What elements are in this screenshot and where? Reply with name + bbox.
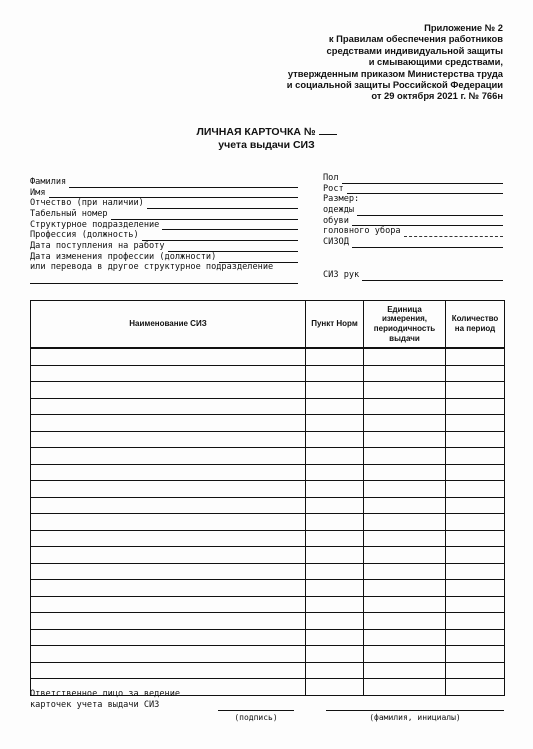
field-blank[interactable] (168, 243, 298, 252)
table-cell[interactable] (364, 662, 446, 679)
field-height (323, 184, 503, 195)
field-label: Дата поступления на работу (30, 241, 165, 252)
field-transfer-blank[interactable] (30, 283, 298, 284)
employee-fields (30, 177, 298, 273)
field-name (30, 188, 298, 199)
field-label: Табельный номер (30, 209, 108, 220)
table-row (31, 398, 505, 415)
column-header-norm-item: Пункт Норм (306, 301, 364, 349)
table-cell[interactable] (446, 348, 505, 365)
field-blank[interactable] (111, 211, 298, 220)
card-number-blank (319, 125, 337, 135)
field-label: Фамилия (30, 176, 67, 187)
table-cell[interactable] (364, 679, 446, 696)
table-cell[interactable] (306, 613, 364, 630)
field-clothing-size (323, 205, 503, 216)
table-cell[interactable] (306, 629, 364, 646)
table-cell[interactable] (446, 415, 505, 432)
field-label: Пол (323, 172, 339, 183)
table-cell[interactable] (31, 662, 306, 679)
table-cell[interactable] (306, 382, 364, 399)
field-change-date (30, 252, 298, 263)
table-cell[interactable] (306, 497, 364, 514)
signature-caption: (подпись) (234, 713, 278, 722)
field-department (30, 220, 298, 231)
table-row (31, 481, 505, 498)
responsible-label-line2: карточек учета выдачи СИЗ (30, 700, 160, 710)
table-row (31, 547, 505, 564)
appendix-line: от 29 октября 2021 г. № 766н (371, 90, 503, 102)
field-gender (323, 173, 503, 184)
table-cell[interactable] (306, 514, 364, 531)
table-cell[interactable] (364, 398, 446, 415)
appendix-line: к Правилам обеспечения работников (328, 33, 503, 45)
table-cell[interactable] (446, 629, 505, 646)
field-gloves (323, 270, 503, 281)
table-row (31, 514, 505, 531)
table-cell[interactable] (31, 382, 306, 399)
table-cell[interactable] (364, 481, 446, 498)
field-blank[interactable] (147, 200, 298, 209)
table-cell[interactable] (31, 514, 306, 531)
table-row (31, 431, 505, 448)
field-blank[interactable] (49, 189, 298, 198)
table-cell[interactable] (446, 662, 505, 679)
field-profession (30, 230, 298, 241)
table-cell[interactable] (306, 481, 364, 498)
table-row (31, 580, 505, 597)
appendix-line: и смывающими средствами, (368, 56, 503, 68)
field-personnel-number (30, 209, 298, 220)
column-header-ppe-name: Наименование СИЗ (31, 301, 306, 349)
table-cell[interactable] (446, 547, 505, 564)
field-blank[interactable] (142, 232, 298, 241)
table-cell[interactable] (364, 613, 446, 630)
table-row (31, 613, 505, 630)
responsible-person (30, 689, 180, 711)
table-cell[interactable] (364, 580, 446, 597)
table-cell[interactable] (446, 481, 505, 498)
column-header-quantity: Количество на период (446, 301, 505, 349)
table-cell[interactable] (306, 530, 364, 547)
table-cell[interactable] (306, 679, 364, 696)
field-label: обуви (323, 215, 349, 226)
table-cell[interactable] (364, 646, 446, 663)
table-cell[interactable] (364, 530, 446, 547)
table-cell[interactable] (31, 563, 306, 580)
table-cell[interactable] (364, 563, 446, 580)
table-cell[interactable] (364, 547, 446, 564)
table-cell[interactable] (31, 398, 306, 415)
table-row (31, 415, 505, 432)
table-cell[interactable] (31, 596, 306, 613)
table-cell[interactable] (31, 448, 306, 465)
table-cell[interactable] (446, 514, 505, 531)
table-cell[interactable] (446, 580, 505, 597)
table-cell[interactable] (306, 662, 364, 679)
table-cell[interactable] (306, 547, 364, 564)
field-label: одежды (323, 205, 355, 216)
appendix-line: средствами индивидуальной защиты (326, 44, 503, 56)
table-cell[interactable] (31, 365, 306, 382)
size-fields (323, 173, 503, 248)
table-row (31, 629, 505, 646)
table-cell[interactable] (446, 448, 505, 465)
field-blank[interactable] (69, 179, 298, 188)
field-label: головного убора (323, 226, 401, 237)
field-blank[interactable] (362, 272, 503, 281)
table-cell[interactable] (446, 613, 505, 630)
field-label: Размер: (323, 194, 360, 205)
table-cell[interactable] (306, 563, 364, 580)
table-cell[interactable] (364, 497, 446, 514)
field-blank[interactable] (219, 254, 298, 263)
table-cell[interactable] (31, 547, 306, 564)
table-cell[interactable] (446, 365, 505, 382)
field-hire-date (30, 241, 298, 252)
table-cell[interactable] (364, 348, 446, 365)
appendix-line: утвержденным приказом Министерства труда (287, 67, 503, 79)
table-cell[interactable] (31, 629, 306, 646)
responsible-label-line1: Ответственное лицо за ведение (30, 689, 181, 699)
appendix-line: Приложение № 2 (424, 22, 503, 33)
table-cell[interactable] (31, 613, 306, 630)
table-cell[interactable] (31, 348, 306, 365)
table-cell[interactable] (446, 679, 505, 696)
field-label: Отчество (при наличии) (30, 198, 144, 209)
table-cell[interactable] (31, 481, 306, 498)
card-title (0, 125, 533, 151)
table-row (31, 646, 505, 663)
name-caption: (фамилия, инициалы) (369, 713, 461, 722)
table-cell[interactable] (364, 365, 446, 382)
table-cell[interactable] (306, 646, 364, 663)
table-body (31, 348, 505, 695)
table-cell[interactable] (364, 431, 446, 448)
ppe-table (30, 300, 505, 696)
field-surname (30, 177, 298, 188)
table-cell[interactable] (31, 415, 306, 432)
field-label: Имя (30, 187, 46, 198)
table-cell[interactable] (446, 464, 505, 481)
table-cell[interactable] (364, 514, 446, 531)
field-headwear-size (323, 226, 503, 237)
table-cell[interactable] (31, 530, 306, 547)
card-title-line2: учета выдачи СИЗ (218, 138, 315, 151)
table-cell[interactable] (306, 348, 364, 365)
table-cell[interactable] (446, 398, 505, 415)
field-label: Структурное подразделение (30, 219, 160, 230)
field-blank[interactable] (404, 228, 503, 237)
table-cell[interactable] (31, 464, 306, 481)
table-cell[interactable] (31, 431, 306, 448)
field-shoe-size (323, 216, 503, 227)
field-transfer (30, 263, 298, 274)
table-cell[interactable] (364, 629, 446, 646)
field-blank[interactable] (357, 207, 503, 216)
field-label: Профессия (должность) (30, 230, 139, 241)
field-size-heading (323, 194, 503, 205)
table-cell[interactable] (446, 563, 505, 580)
table-cell[interactable] (364, 596, 446, 613)
field-label: или перевода в другое структурное подразделение (30, 262, 274, 273)
appendix-header (243, 22, 503, 102)
table-row (31, 365, 505, 382)
table-cell[interactable] (446, 382, 505, 399)
table-cell[interactable] (306, 596, 364, 613)
field-label: Дата изменения профессии (должности) (30, 251, 217, 262)
field-label: СИЗОД (323, 237, 349, 248)
field-blank[interactable] (347, 185, 503, 194)
name-blank[interactable] (326, 710, 504, 711)
table-cell[interactable] (306, 365, 364, 382)
table-row (31, 662, 505, 679)
table-cell[interactable] (364, 448, 446, 465)
field-label: Рост (323, 183, 344, 194)
table-header-row (31, 301, 505, 349)
table-cell[interactable] (306, 398, 364, 415)
table-cell[interactable] (364, 382, 446, 399)
appendix-line: и социальной защиты Российской Федерации (286, 79, 503, 91)
table-row (31, 348, 505, 365)
table-cell[interactable] (446, 530, 505, 547)
table-cell[interactable] (31, 646, 306, 663)
table-row (31, 596, 505, 613)
field-blank[interactable] (352, 239, 503, 248)
table-cell[interactable] (31, 497, 306, 514)
table-row (31, 382, 505, 399)
table-cell[interactable] (364, 464, 446, 481)
table-cell[interactable] (446, 646, 505, 663)
table-cell[interactable] (446, 431, 505, 448)
field-blank[interactable] (342, 175, 503, 184)
table-row (31, 464, 505, 481)
card-title-line1: ЛИЧНАЯ КАРТОЧКА № (196, 126, 316, 138)
field-blank[interactable] (162, 221, 298, 230)
table-cell[interactable] (446, 596, 505, 613)
signature-blank[interactable] (218, 710, 294, 711)
table-cell[interactable] (306, 464, 364, 481)
table-row (31, 563, 505, 580)
table-row (31, 497, 505, 514)
table-cell[interactable] (306, 415, 364, 432)
field-respirator-size (323, 237, 503, 248)
table-row (31, 448, 505, 465)
table-cell[interactable] (364, 415, 446, 432)
field-patronymic (30, 198, 298, 209)
table-cell[interactable] (31, 580, 306, 597)
table-cell[interactable] (306, 580, 364, 597)
table-cell[interactable] (306, 431, 364, 448)
field-label: СИЗ рук (323, 269, 360, 280)
table-cell[interactable] (306, 448, 364, 465)
column-header-unit-period: Единица измерения, периодичность выдачи (364, 301, 446, 349)
table-row (31, 530, 505, 547)
table-cell[interactable] (446, 497, 505, 514)
